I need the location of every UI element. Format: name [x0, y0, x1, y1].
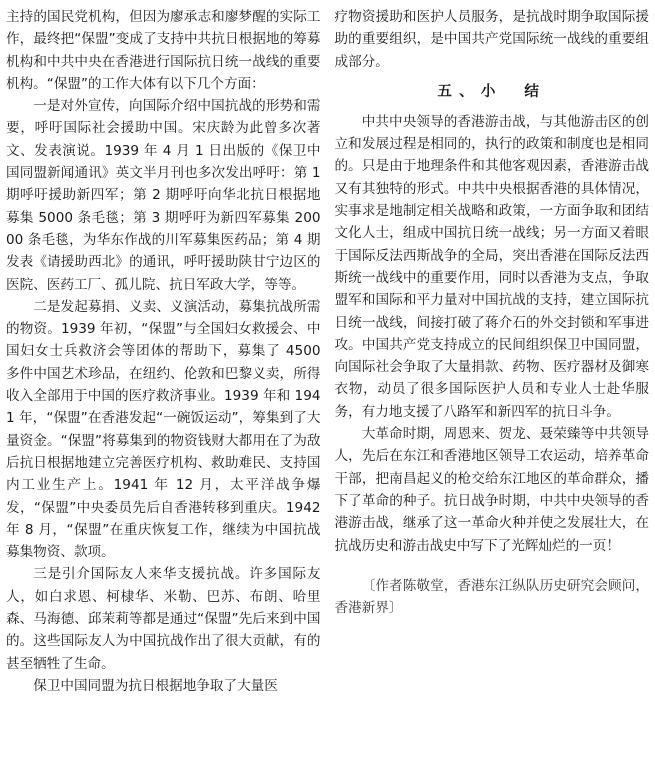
paragraph-continuation: 保卫中国同盟为抗日根据地争取了大量医: [33, 677, 278, 694]
author-note: 〔作者陈敬堂，香港东江纵队历史研究会顾问，香港新界〕: [334, 577, 649, 617]
paragraph-continued: 疗物资援助和医护人员服务，是抗战时期争取国际援助的重要组织，是中国共产党国际统一战线的重要组成部分。: [334, 9, 649, 70]
section-heading: 五、小 结: [437, 83, 547, 100]
paragraph-propaganda: 一是对外宣传，向国际介绍中国抗战的形势和需要，呼吁国际社会援助中国。宋庆龄为此曾多次著文、发表演说。1939 年 4 月 1 日出版的《保卫中国同盟新闻通讯》英文半月刊也多次发出呼吁：第 1 期呼吁援助新四军；第 2 期呼吁向华北抗日根据地募集 5000 条毛毯；第 3 期呼吁为新四军募集 20000 条毛毯，为华东作战的川军募集医药品；第 4 期发表《请援助西北》的通讯，呼吁援助陕甘宁边区的医院、医药工厂、孤儿院、抗日军政大学，等等。: [6, 98, 321, 293]
left-column: [6, 6, 321, 763]
right-column: [335, 6, 650, 763]
paragraph-intro: 主持的国民党机构，但因为廖承志和廖梦醒的实际工作，最终把“保盟”变成了支持中共抗日根据地的筹募机构和中共中央在香港进行国际抗日统一战线的重要机构。“保盟”的工作大体有以下几个方面：: [6, 9, 321, 92]
paragraph-international-friends: 三是引介国际友人来华支援抗战。许多国际友人，如白求恩、柯棣华、米勒、巴苏、布朗、哈里森、马海德、邱茉莉等都是通过“保盟”先后来到中国的。这些国际友人为中国抗战作出了很大贡献，有的甚至牺牲了生命。: [6, 566, 321, 672]
paragraph-revolution: 大革命时期，周恩来、贺龙、聂荣臻等中共领导人，先后在东江和香港地区领导工农运动，培养革命干部，把南昌起义的枪交给东江地区的革命群众，播下了革命的种子。抗日战争时期，中共中央领导的香港游击战，继承了这一革命火种并使之发展壮大，在抗战历史和游击战史中写下了光辉灿烂的一页！: [334, 426, 649, 554]
paragraph-fundraising: 二是发起募捐、义卖、义演活动，募集抗战所需的物资。1939 年初，“保盟”与全国妇女救援会、中国妇女士兵救济会等团体的帮助下，募集了 4500 多件中国艺术珍品，在纽约、伦敦和巴黎义卖，所得收入全部用于中国的医疗救济事业。1939 年和 1941 年，“保盟”在香港发起“一碗饭运动”，筹集到了大量资金。“保盟”将募集到的物资钱财大都用在了为敌后抗日根据地建立完善医疗机构、救助难民、支持国内工业生产上。1941 年 12 月，太平洋战争爆发，“保盟”中央委员先后自香港转移到重庆。1942 年 8 月，“保盟”在重庆恢复工作，继续为中国抗战募集物资、款项。: [6, 298, 321, 561]
paragraph-summary: 中共中央领导的香港游击战，与其他游击区的创立和发展过程是相同的，执行的政策和制度也是相同的。只是由于地理条件和其他客观因素，香港游击战又有其独特的形式。中共中央根据香港的具体情况，实事求是地制定相关战略和政策，一方面争取和团结文化人士，组成中国抗日统一战线；另一方面又着眼于国际反法西斯战争的全局，突出香港在国际反法西斯统一战线中的重要作用，同时以香港为支点，争取盟军和国际和平力量对中国抗战的支持，建立国际抗日统一战线，间接打破了蒋介石的外交封锁和军事进攻。中国共产党支持成立的民间组织保卫中国同盟，向国际社会争取了大量捐款、药物、医疗器材及御寒衣物，动员了很多国际医护人员和专业人士赴华服务，有力地支援了八路军和新四军的抗日斗争。: [334, 113, 649, 420]
